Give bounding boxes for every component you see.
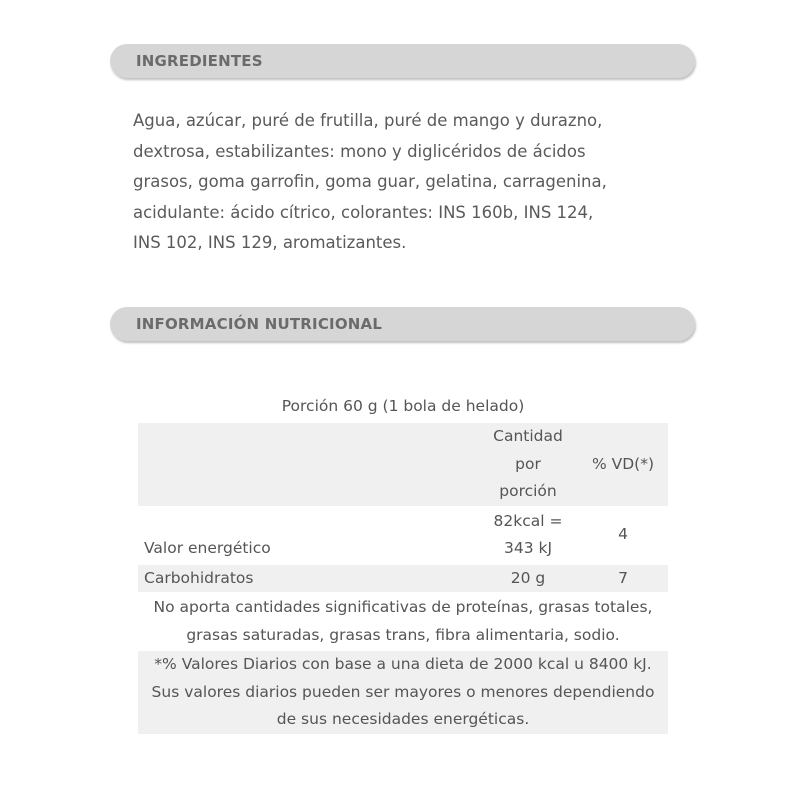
header-qty-line1: Cantidad bbox=[493, 427, 563, 445]
header-qty-cell bbox=[478, 423, 578, 507]
row-energy-name: Valor energético bbox=[138, 507, 478, 564]
row-carbs-name: Carbohidratos bbox=[138, 564, 478, 594]
table-row bbox=[138, 650, 668, 734]
table-header-row bbox=[138, 423, 668, 507]
ingredientes-text: Agua, azúcar, puré de frutilla, puré de mango y durazno, dextrosa, estabilizantes: mono y diglicéridos de ácidos grasos, goma garrofin, goma guar, gelatina, carragenina, acidulante: ácido cítrico, colorantes: INS 160b, INS 124, INS 102, INS 129, aromatizantes. bbox=[133, 111, 607, 252]
nutricional-title: INFORMACIÓN NUTRICIONAL bbox=[136, 315, 383, 333]
ingredientes-header bbox=[110, 44, 695, 78]
nutrition-table bbox=[138, 423, 668, 734]
table-row bbox=[138, 507, 668, 564]
header-qty-line3: porción bbox=[499, 482, 557, 500]
table-row bbox=[138, 564, 668, 594]
row-energy-qty-line1: 82kcal = bbox=[493, 511, 563, 530]
row-energy-qty-line2: 343 kJ bbox=[503, 539, 553, 557]
table-row bbox=[138, 593, 668, 650]
ingredientes-title: INGREDIENTES bbox=[136, 52, 263, 70]
row-carbs-qty: 20 g bbox=[478, 564, 578, 594]
row-carbs-vd: 7 bbox=[578, 564, 668, 594]
row-energy-vd: 4 bbox=[578, 507, 668, 564]
header-empty-cell bbox=[138, 423, 478, 507]
header-vd-cell: % VD(*) bbox=[578, 423, 668, 507]
portion-caption: Porción 60 g (1 bola de helado) bbox=[281, 397, 525, 415]
row-energy-qty bbox=[478, 507, 578, 564]
footnote: *% Valores Diarios con base a una dieta de 2000 kcal u 8400 kJ. Sus valores diarios pueden ser mayores o menores dependiendo de sus necesidades energéticas. bbox=[151, 655, 655, 728]
nutricional-header bbox=[110, 307, 695, 341]
no-aporta-note: No aporta cantidades significativas de proteínas, grasas totales, grasas saturadas, grasas trans, fibra alimentaria, sodio. bbox=[138, 593, 668, 650]
header-qty-line2: por bbox=[515, 454, 541, 473]
